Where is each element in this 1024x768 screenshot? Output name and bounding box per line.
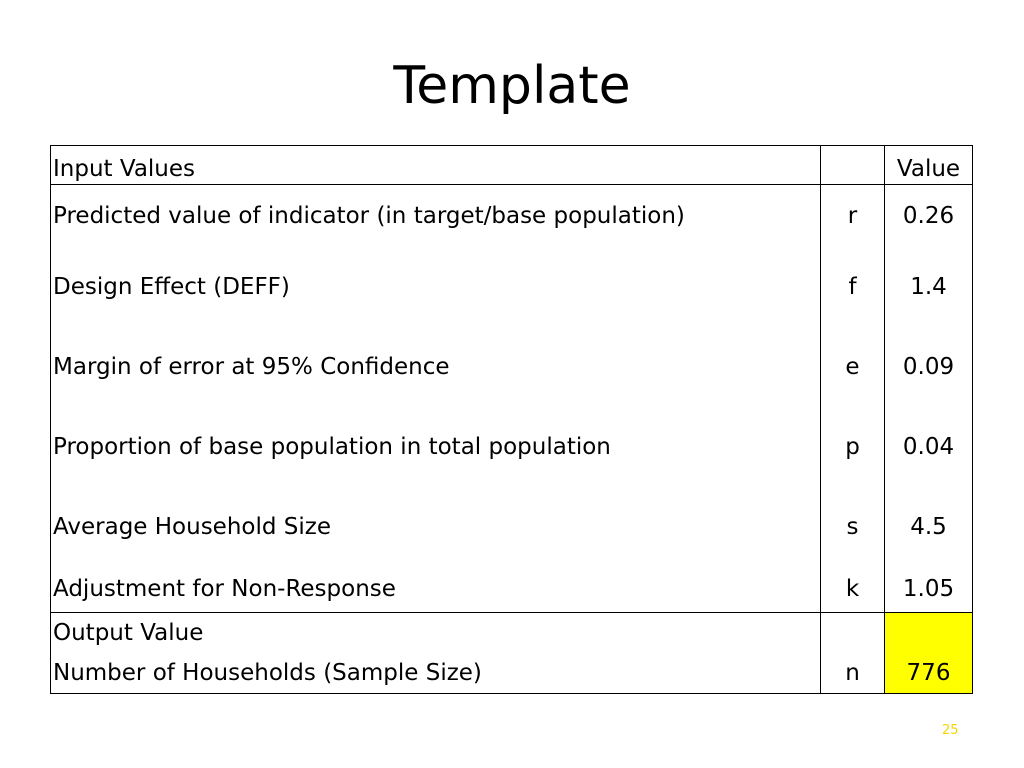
output-label-sample-size: Number of Households (Sample Size)	[53, 660, 482, 686]
output-value-row	[51, 613, 973, 694]
output-value-cell	[885, 613, 973, 694]
header-input-values: Input Values	[51, 146, 821, 185]
output-section-label: Output Value	[53, 620, 204, 646]
input-value-p: 0.04	[902, 434, 955, 460]
output-symbol-n: n	[845, 660, 860, 686]
header-value: Value	[885, 146, 973, 185]
input-symbol-r: r	[847, 203, 858, 229]
input-symbol-e: e	[845, 354, 860, 380]
header-symbol	[821, 146, 885, 185]
slide-title: Template	[393, 56, 631, 116]
input-value-e: 0.09	[902, 354, 955, 380]
input-symbol-f: f	[848, 274, 857, 300]
input-value-s: 4.5	[910, 514, 947, 540]
input-label-predicted-value: Predicted value of indicator (in target/base population)	[53, 203, 685, 229]
input-labels-cell	[51, 185, 821, 613]
input-values-cell	[885, 185, 973, 613]
input-symbol-s: s	[846, 514, 859, 540]
input-label-household-size: Average Household Size	[53, 514, 331, 540]
output-symbol-cell	[821, 613, 885, 694]
input-symbol-k: k	[845, 576, 860, 602]
input-label-design-effect: Design Effect (DEFF)	[53, 274, 290, 300]
table-header-row	[51, 146, 973, 185]
input-values-row	[51, 185, 973, 613]
sample-size-table	[50, 145, 973, 694]
output-labels-cell	[51, 613, 821, 694]
output-value-sample-size: 776	[906, 660, 951, 686]
input-label-non-response: Adjustment for Non-Response	[53, 576, 396, 602]
input-symbol-p: p	[845, 434, 860, 460]
page-number: 25	[942, 723, 959, 738]
input-symbols-cell	[821, 185, 885, 613]
input-value-f: 1.4	[910, 274, 947, 300]
input-label-proportion: Proportion of base population in total population	[53, 434, 611, 460]
input-value-k: 1.05	[902, 576, 955, 602]
input-value-r: 0.26	[902, 203, 955, 229]
input-label-margin-of-error: Margin of error at 95% Confidence	[53, 354, 450, 380]
